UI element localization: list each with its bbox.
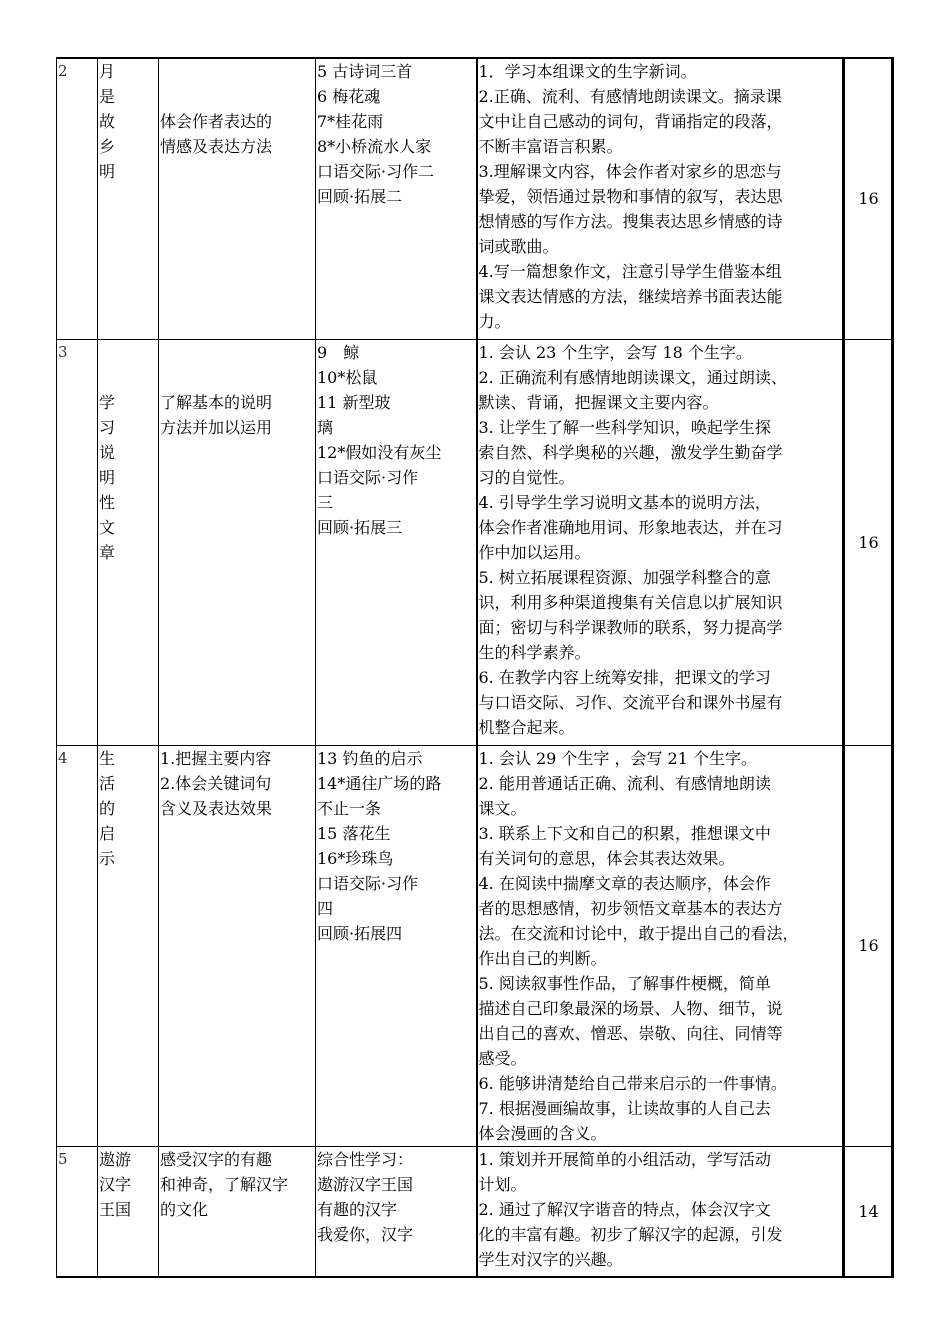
text-line: 6. 在教学内容上统筹安排，把课文的学习	[478, 667, 771, 687]
text-line: 5 古诗词三首	[317, 62, 413, 81]
unit-hours	[844, 58, 893, 339]
text-line: 11 新型玻	[317, 392, 391, 412]
text-line: 不止一条	[317, 798, 382, 818]
text-line: 课文表达情感的方法，继续培养书面表达能	[478, 287, 783, 306]
teaching-plan-table	[56, 57, 894, 1278]
table-row	[57, 1146, 893, 1277]
hours-text: 14	[858, 1201, 879, 1221]
table-body	[57, 58, 893, 1277]
text-line: 含义及表达效果	[160, 798, 273, 818]
text-line: 习	[99, 417, 116, 437]
text-line: 启	[99, 823, 116, 843]
text-line: 回顾·拓展三	[317, 517, 403, 537]
text-line: 作出自己的判断。	[478, 948, 607, 968]
hours-text: 16	[858, 936, 879, 955]
text-line: 口语交际·习作	[317, 873, 419, 893]
text-line: 活	[99, 773, 116, 793]
unit-number-text: 3	[58, 342, 68, 361]
unit-lessons	[316, 1146, 477, 1277]
unit-number	[57, 745, 98, 1146]
text-line: 化的丰富有趣。初步了解汉字的起源，引发	[478, 1224, 783, 1244]
unit-goal	[159, 745, 316, 1146]
text-line: 14*通往广场的路	[317, 773, 442, 793]
text-line: 挚爱，领悟通过景物和事情的叙写，表达思	[478, 187, 783, 206]
unit-lessons	[316, 58, 477, 339]
text-line: 是	[99, 87, 116, 106]
text-line: 示	[99, 848, 116, 868]
text-line: 四	[317, 898, 334, 918]
text-line: 7*桂花雨	[317, 112, 384, 131]
text-line: 10*松鼠	[317, 367, 378, 387]
text-line: 综合性学习：	[317, 1149, 414, 1169]
hours-text: 16	[858, 532, 879, 552]
unit-theme	[98, 1146, 159, 1277]
text-line: 15 落花生	[317, 823, 391, 843]
text-line: 7. 根据漫画编故事，让读故事的人自己去	[478, 1098, 771, 1118]
text-line: 学	[99, 392, 116, 412]
text-line: 面；密切与科学课教师的联系，努力提高学	[478, 617, 783, 637]
text-line: 有关词句的意思，体会其表达效果。	[478, 848, 735, 868]
text-line: 三	[317, 492, 334, 512]
unit-hours	[844, 339, 893, 745]
text-line: 情感及表达方法	[160, 137, 273, 156]
text-line: 与口语交际、习作、交流平台和课外书屋有	[478, 692, 783, 712]
unit-number-text: 4	[58, 748, 68, 767]
text-line: 2. 能用普通话正确、流利、有感情地朗读	[478, 773, 771, 793]
unit-hours	[844, 745, 893, 1146]
text-line: 遨游	[99, 1149, 132, 1169]
text-line: 出自己的喜欢、憎恶、崇敬、向往、同情等	[478, 1023, 783, 1043]
text-line: 2.体会关键词句	[160, 773, 272, 793]
unit-theme	[98, 745, 159, 1146]
unit-number-text: 2	[58, 62, 68, 80]
unit-objectives	[477, 1146, 844, 1277]
text-line: 索自然、科学奥秘的兴趣，激发学生勤奋学	[478, 442, 783, 462]
text-line: 的	[99, 798, 116, 818]
text-line: 口语交际·习作二	[317, 162, 435, 181]
text-line: 明	[99, 467, 116, 487]
text-line: 8*小桥流水人家	[317, 137, 432, 156]
text-line: 5. 树立拓展课程资源、加强学科整合的意	[478, 567, 771, 587]
text-line: 词或歌曲。	[478, 237, 559, 256]
text-line: 5. 阅读叙事性作品，了解事件梗概，简单	[478, 973, 771, 993]
unit-lessons	[316, 339, 477, 745]
text-line: 说	[99, 442, 116, 462]
text-line: 明	[99, 162, 116, 181]
text-line: 感受汉字的有趣	[160, 1149, 273, 1169]
text-line: 学生对汉字的兴趣。	[478, 1249, 623, 1269]
text-line: 6 梅花魂	[317, 87, 381, 106]
text-line: 性	[99, 492, 116, 512]
text-line: 1. 会认 23 个生字，会写 18 个生字。	[478, 342, 752, 362]
text-line: 体会作者表达的	[160, 112, 273, 131]
text-line: 3. 联系上下文和自己的积累，推想课文中	[478, 823, 771, 843]
text-line: 法。在交流和讨论中，敢于提出自己的看法，	[478, 923, 799, 943]
text-line: 生	[99, 748, 116, 768]
text-line: 了解基本的说明	[160, 392, 273, 412]
unit-objectives	[477, 339, 844, 745]
text-line: 16*珍珠鸟	[317, 848, 394, 868]
unit-hours	[844, 1146, 893, 1277]
text-line: 习的自觉性。	[478, 467, 575, 487]
unit-theme	[98, 339, 159, 745]
unit-number	[57, 58, 98, 339]
text-line: 力。	[478, 312, 511, 331]
text-line: 月	[99, 62, 116, 81]
text-line: 我爱你，汉字	[317, 1224, 414, 1244]
text-line: 口语交际·习作	[317, 467, 419, 487]
unit-lessons	[316, 745, 477, 1146]
text-line: 汉字	[99, 1174, 132, 1194]
text-line: 2.正确、流利、有感情地朗读课文。摘录课	[478, 87, 782, 106]
text-line: 机整合起来。	[478, 717, 575, 737]
text-line: 者的思想感情，初步领悟文章基本的表达方	[478, 898, 783, 918]
text-line: 1. 策划并开展简单的小组活动，学写活动	[478, 1149, 771, 1169]
text-line: 遨游汉字王国	[317, 1174, 414, 1194]
unit-objectives	[477, 745, 844, 1146]
text-line: 有趣的汉字	[317, 1199, 398, 1219]
text-line: 课文。	[478, 798, 527, 818]
unit-goal	[159, 1146, 316, 1277]
text-line: 1.把握主要内容	[160, 748, 272, 768]
text-line: 2. 正确流利有感情地朗读课文，通过朗读、	[478, 367, 787, 387]
text-line: 文中让自己感动的词句，背诵指定的段落，	[478, 112, 783, 131]
text-line: 回顾·拓展四	[317, 923, 403, 943]
hours-text: 16	[858, 189, 879, 209]
text-line: 和神奇，了解汉字	[160, 1174, 289, 1194]
text-line: 的文化	[160, 1199, 209, 1219]
table-row	[57, 58, 893, 339]
text-line: 璃	[317, 417, 334, 437]
table-row	[57, 339, 893, 745]
text-line: 默读、背诵，把握课文主要内容。	[478, 392, 719, 412]
text-line: 王国	[99, 1199, 132, 1219]
text-line: 4. 引导学生学习说明文基本的说明方法，	[478, 492, 771, 512]
unit-number	[57, 1146, 98, 1277]
text-line: 描述自己印象最深的场景、人物、细节，说	[478, 998, 783, 1018]
text-line: 1．学习本组课文的生字新词。	[478, 62, 697, 81]
unit-number-text: 5	[58, 1149, 68, 1168]
text-line: 体会漫画的含义。	[478, 1123, 607, 1143]
text-line: 12*假如没有灰尘	[317, 442, 442, 462]
text-line: 3.理解课文内容，体会作者对家乡的思恋与	[478, 162, 782, 181]
text-line: 想情感的写作方法。搜集表达思乡情感的诗	[478, 212, 783, 231]
text-line: 3. 让学生了解一些科学知识，唤起学生探	[478, 417, 771, 437]
unit-objectives	[477, 58, 844, 339]
text-line: 计划。	[478, 1174, 527, 1194]
text-line: 13 钓鱼的启示	[317, 748, 423, 768]
unit-goal	[159, 339, 316, 745]
text-line: 作中加以运用。	[478, 542, 591, 562]
text-line: 1. 会认 29 个生字 ，会写 21 个生字。	[478, 748, 758, 768]
text-line: 乡	[99, 137, 116, 156]
text-line: 感受。	[478, 1048, 527, 1068]
text-line: 2. 通过了解汉字谐音的特点，体会汉字文	[478, 1199, 771, 1219]
text-line: 4. 在阅读中揣摩文章的表达顺序，体会作	[478, 873, 771, 893]
text-line: 4.写一篇想象作文，注意引导学生借鉴本组	[478, 262, 782, 281]
text-line: 9 鲸	[317, 342, 360, 362]
text-line: 体会作者准确地用词、形象地表达，并在习	[478, 517, 783, 537]
text-line: 故	[99, 112, 116, 131]
unit-goal	[159, 58, 316, 339]
unit-number	[57, 339, 98, 745]
text-line: 方法并加以运用	[160, 417, 273, 437]
text-line: 识，利用多种渠道搜集有关信息以扩展知识	[478, 592, 783, 612]
table-row	[57, 745, 893, 1146]
unit-theme	[98, 58, 159, 339]
text-line: 文	[99, 517, 116, 537]
text-line: 6. 能够讲清楚给自己带来启示的一件事情。	[478, 1073, 787, 1093]
text-line: 生的科学素养。	[478, 642, 591, 662]
text-line: 不断丰富语言积累。	[478, 137, 623, 156]
text-line: 回顾·拓展二	[317, 187, 403, 206]
text-line: 章	[99, 542, 116, 562]
